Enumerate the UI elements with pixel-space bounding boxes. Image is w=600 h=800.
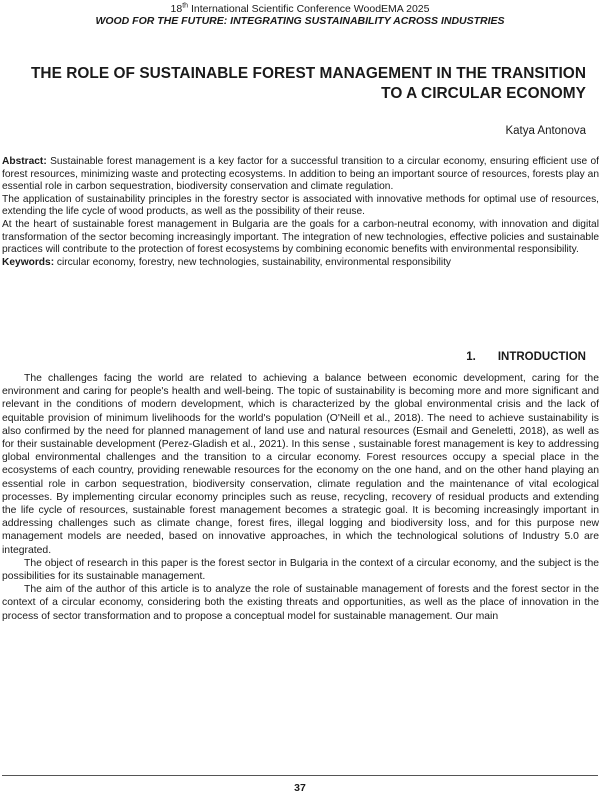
- body-paragraph: The aim of the author of this article is to analyze the role of sustainable management of forests and the forest sector in the context of a circular economy, considering both the existing threats and opportunities, as well as the place of innovation in the process of sector transformation and to propose a conceptual model for sustainable management. Our main: [2, 584, 599, 622]
- page-number: 37: [294, 782, 306, 794]
- abstract-paragraph: [2, 156, 599, 194]
- keywords-text: circular economy, forestry, new technologies, sustainability, environmental responsibility: [54, 256, 452, 268]
- keywords: [2, 257, 599, 270]
- conference-name: [0, 3, 600, 15]
- keywords-label: Keywords:: [2, 256, 55, 268]
- conference-edition: 18: [170, 3, 183, 15]
- conference-theme: WOOD FOR THE FUTURE: INTEGRATING SUSTAINABILITY ACROSS INDUSTRIES: [95, 15, 505, 27]
- abstract: [2, 156, 599, 269]
- conference-edition-suffix: th: [182, 2, 189, 10]
- body-paragraph: The challenges facing the world are related to achieving a balance between economic development, caring for the environment and caring for people's health and well-being. The topic of sustainability is becoming more and more significant and relevant in the conditions of modern development, which is characterized by the global environmental crisis and the lack of equitable provision of minimum livelihoods for the world's population (O'Neill et al., 2018). The need to achieve sustainability is also confirmed by the need for planned management of land use and natural resources (Esmail and Geneletti, 2018), as well as for their sustainable development (Perez-Gladish et al., 2021). In this sense , sustainable forest management is key to addressing global environmental challenges and the transition to a circular economy. Forest resources occupy a special place in the ecosystems of each country, providing renewable resources for the economy on the one hand, and on the other hand playing an essential role in carbon sequestration, biodiversity conservation, climate regulation and the maintenance of vital ecological processes. By implementing circular economy principles such as reuse, recycling, recovery of residual products and extending the life cycle of resources, sustainable forest management becomes a strategic goal. It is becoming increasingly important in addressing challenges such as climate change, forest fires, illegal logging and biodiversity loss, and for this purpose new management models are needed, based on innovative approaches, in which the technological solutions of Industry 5.0 are integrated.: [2, 373, 599, 556]
- abstract-text: Sustainable forest management is a key factor for a successful transition to a circular economy, ensuring efficient use of forest resources, minimizing waste and protecting ecosystems. In addition to being an important source of resources, forests play an essential role in carbon sequestration, biodiversity conservation and climate regulation.: [2, 156, 599, 193]
- abstract-paragraph: At the heart of sustainable forest management in Bulgaria are the goals for a carbon-neutral economy, with innovation and digital transformation of the sector becoming increasingly important. The integration of new technologies, effective policies and sustainable practices will contribute to the protection of forest ecosystems by combining economic benefits with environmental responsibility.: [2, 218, 599, 256]
- section-heading: [466, 350, 586, 364]
- body-text: [2, 372, 599, 623]
- author-name: Katya Antonova: [505, 125, 586, 137]
- body-paragraph: The object of research in this paper is the forest sector in Bulgaria in the context of a circular economy, and the subject is the possibilities for its sustainable management.: [2, 557, 599, 583]
- section-number: 1.: [466, 351, 476, 363]
- footer-divider: [2, 775, 598, 776]
- section-title: INTRODUCTION: [497, 351, 586, 363]
- conference-name-text: International Scientific Conference WoodEMA 2025: [188, 3, 430, 15]
- abstract-paragraph: The application of sustainability principles in the forestry sector is associated with innovative methods for optimal use of resources, extending the life cycle of wood products, as well as the possibility of their reuse.: [2, 193, 599, 218]
- paper-title: THE ROLE OF SUSTAINABLE FOREST MANAGEMENT IN THE TRANSITION TO A CIRCULAR ECONOMY: [30, 65, 586, 102]
- abstract-label: Abstract:: [2, 156, 47, 167]
